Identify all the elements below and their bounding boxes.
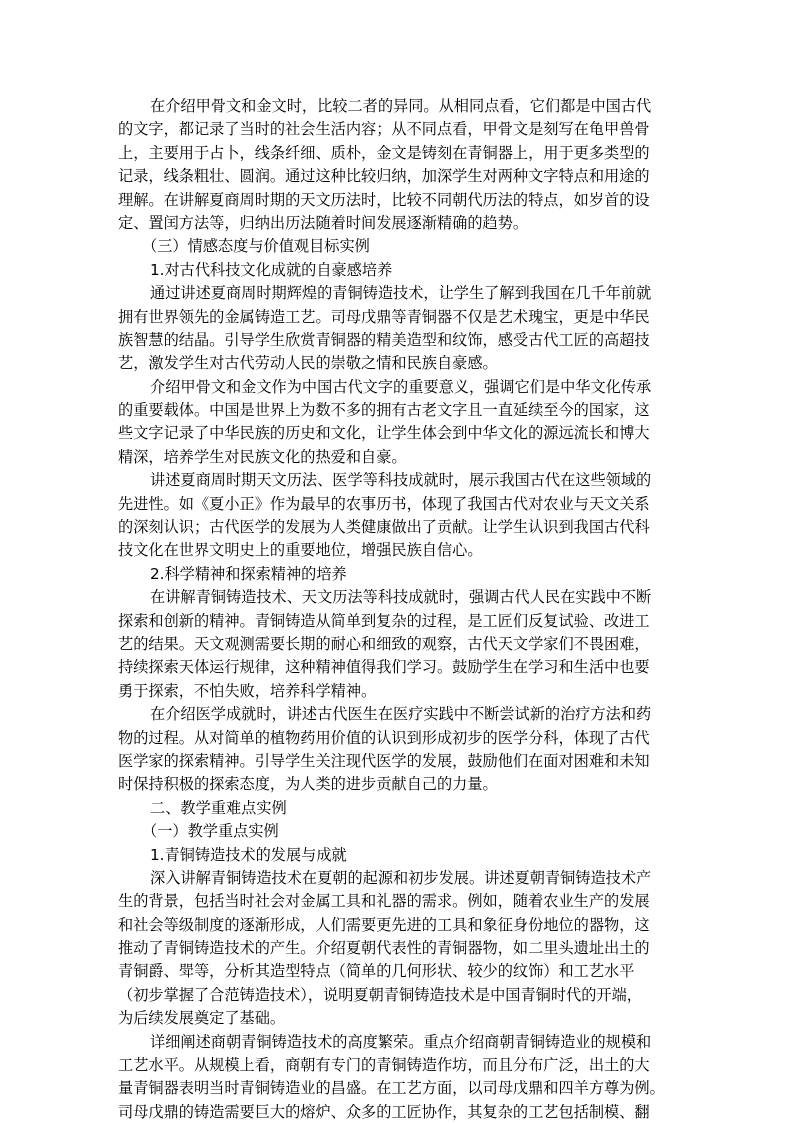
section-heading: （三）情感态度与价值观目标实例 [142,237,370,256]
text-line: 深入讲解青铜铸造技术在夏朝的起源和初步发展。讲述夏朝青铜铸造技术产 [150,868,652,887]
text-line: 记录，线条粗壮、圆润。通过这种比较归纳，加深学生对两种文字特点和用途的 [118,167,650,186]
text-line: 讲述夏商周时期天文历法、医学等科技成就时，展示我国古代在这些领域的 [150,471,652,490]
text-line: 的重要载体。中国是世界上为数不多的拥有古老文字且一直延续至今的国家，这 [118,401,650,420]
text-line: 精深，培养学生对民族文化的热爱和自豪。 [118,447,407,466]
text-line: 和社会等级制度的逐渐形成，人们需要更先进的工具和象征身份地位的器物，这 [118,915,650,934]
text-line: 生的背景，包括当时社会对金属工具和礼器的需求。例如，随着农业生产的发展 [118,892,650,911]
text-line: 司母戊鼎的铸造需要巨大的熔炉、众多的工匠协作，其复杂的工艺包括制模、翻 [118,1102,650,1121]
text-line: 的深刻认识；古代医学的发展为人类健康做出了贡献。让学生认识到我国古代科 [118,518,650,537]
section-heading: （一）教学重点实例 [142,822,279,841]
text-line: 工艺水平。从规模上看，商朝有专门的青铜铸造作坊，而且分布广泛，出土的大 [118,1056,650,1075]
text-line: 详细阐述商朝青铜铸造技术的高度繁荣。重点介绍商朝青铜铸造业的规模和 [150,1032,652,1051]
text-line: 艺，激发学生对古代劳动人民的崇敬之情和民族自豪感。 [118,354,498,373]
text-line: 在讲解青铜铸造技术、天文历法等科技成就时，强调古代人民在实践中不断 [150,588,652,607]
text-line: 物的过程。从对简单的植物药用价值的认识到形成初步的医学分科，体现了古代 [118,728,650,747]
text-line: 量青铜器表明当时青铜铸造业的昌盛。在工艺方面，以司母戊鼎和四羊方尊为例。 [118,1079,665,1098]
sub-heading: 1.对古代科技文化成就的自豪感培养 [150,260,393,279]
text-line: 族智慧的结晶。引导学生欣赏青铜器的精美造型和纹饰，感受古代工匠的高超技 [118,330,650,349]
text-line: 先进性。如《夏小正》作为最早的农事历书，体现了我国古代对农业与天文关系 [118,494,650,513]
sub-heading: 1.青铜铸造技术的发展与成就 [150,845,347,864]
text-line: 在介绍甲骨文和金文时，比较二者的异同。从相同点看，它们都是中国古代 [150,97,652,115]
text-line: 勇于探索，不怕失败，培养科学精神。 [118,681,377,700]
text-line: 通过讲述夏商周时期辉煌的青铜铸造技术，让学生了解到我国在几千年前就 [150,284,652,303]
text-line: 持续探索天体运行规律，这种精神值得我们学习。鼓励学生在学习和生活中也要 [118,658,650,677]
section-heading: 二、教学重难点实例 [150,798,287,817]
text-line: 上，主要用于占卜，线条纤细、质朴，金文是铸刻在青铜器上，用于更多类型的 [118,143,650,162]
document-page [118,95,680,1124]
text-line: 医学家的探索精神。引导学生关注现代医学的发展，鼓励他们在面对困难和未知 [118,751,650,770]
sub-heading: 2.科学精神和探索精神的培养 [150,564,347,583]
text-line: 些文字记录了中华民族的历史和文化，让学生体会到中华文化的源远流长和博大 [118,424,650,443]
text-line: 定、置闰方法等，归纳出历法随着时间发展逐渐精确的趋势。 [118,213,529,232]
text-line: 理解。在讲解夏商周时期的天文历法时，比较不同朝代历法的特点，如岁首的设 [118,190,650,209]
text-line: 介绍甲骨文和金文作为中国古代文字的重要意义，强调它们是中华文化传承 [150,377,652,396]
text-line: 探索和创新的精神。青铜铸造从简单到复杂的过程，是工匠们反复试验、改进工 [118,611,650,630]
text-line: 推动了青铜铸造技术的产生。介绍夏朝代表性的青铜器物，如二里头遗址出土的 [118,939,650,958]
text-line: 时保持积极的探索态度，为人类的进步贡献自己的力量。 [118,775,498,794]
text-line: （初步掌握了合范铸造技术），说明夏朝青铜铸造技术是中国青铜时代的开端， [118,985,642,1004]
text-line: 艺的结果。天文观测需要长期的耐心和细致的观察，古代天文学家们不畏困难， [118,634,650,653]
text-line: 青铜爵、斝等，分析其造型特点（简单的几何形状、较少的纹饰）和工艺水平 [118,962,635,981]
text-line: 在介绍医学成就时，讲述古代医生在医疗实践中不断尝试新的治疗方法和药 [150,705,652,724]
text-line: 为后续发展奠定了基础。 [118,1009,286,1028]
text-line: 拥有世界领先的金属铸造工艺。司母戊鼎等青铜器不仅是艺术瑰宝，更是中华民 [118,307,650,326]
text-line: 的文字，都记录了当时的社会生活内容；从不同点看，甲骨文是刻写在龟甲兽骨 [118,120,650,139]
text-line: 技文化在世界文明史上的重要地位，增强民族自信心。 [118,541,483,560]
